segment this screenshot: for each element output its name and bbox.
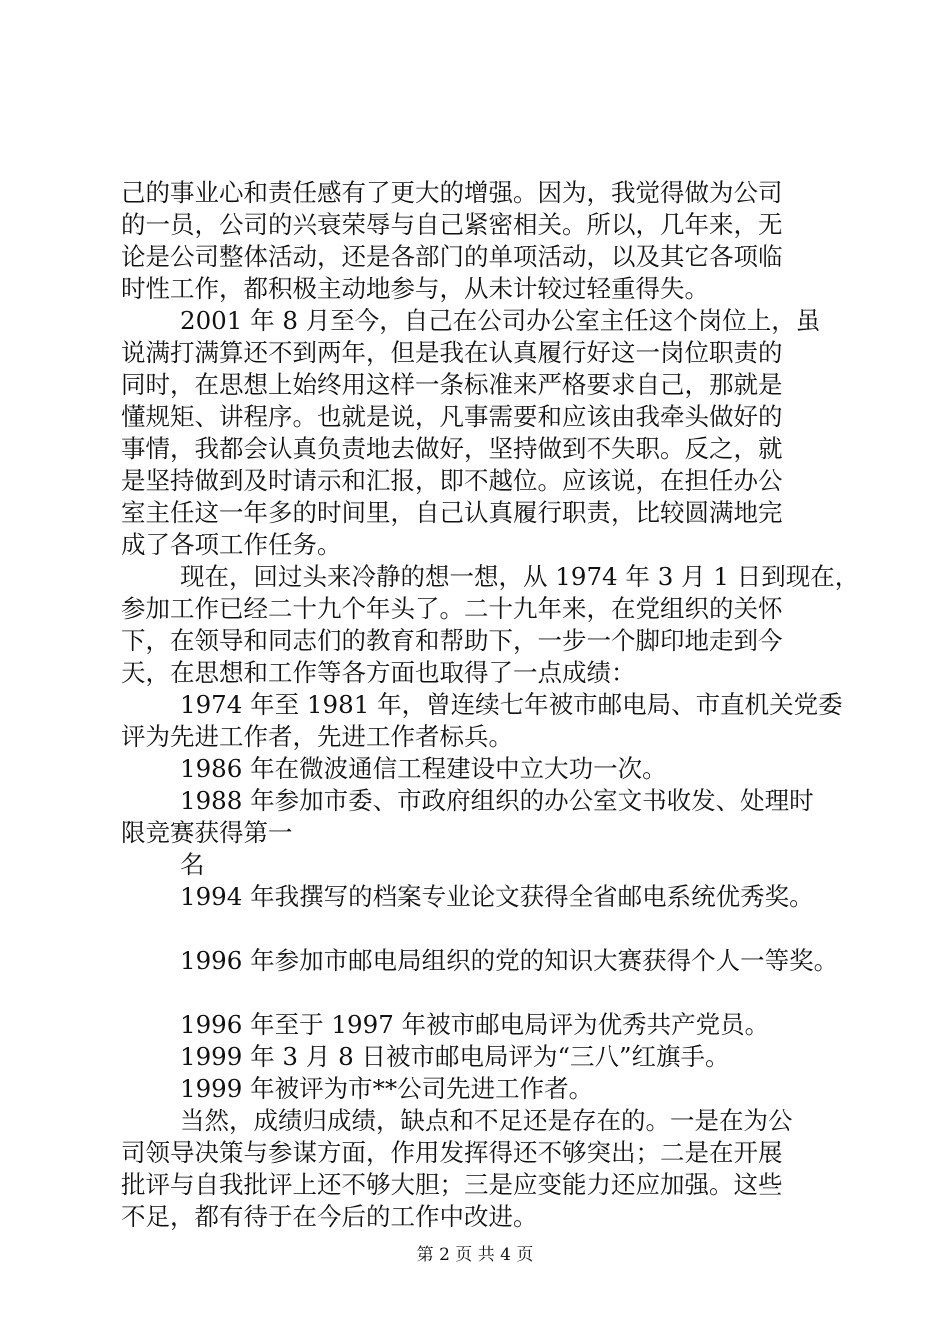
text-line: 司领导决策与参谋方面，作用发挥得还不够突出；二是在开展 [121, 1138, 783, 1167]
text-line: 1986 年在微波通信工程建设中立大功一次。 [180, 754, 667, 783]
text-line: 1996 年参加市邮电局组织的党的知识大赛获得个人一等奖。 [180, 946, 839, 975]
text-line: 室主任这一年多的时间里，自己认真履行职责，比较圆满地完 [121, 498, 783, 527]
text-line: 时性工作，都积极主动地参与，从未计较过轻重得失。 [121, 274, 709, 303]
text-line: 当然，成绩归成绩，缺点和不足还是存在的。一是在为公 [180, 1106, 793, 1135]
text-line: 的一员，公司的兴衰荣辱与自己紧密相关。所以，几年来，无 [121, 210, 783, 239]
text-line: 1994 年我撰写的档案专业论文获得全省邮电系统优秀奖。 [180, 882, 814, 911]
text-line: 评为先进工作者，先进工作者标兵。 [121, 722, 513, 751]
text-line: 批评与自我批评上还不够大胆；三是应变能力还应加强。这些 [121, 1170, 783, 1199]
text-line: 1988 年参加市委、市政府组织的办公室文书收发、处理时 [180, 786, 814, 815]
text-line: 1996 年至于 1997 年被市邮电局评为优秀共产党员。 [180, 1010, 770, 1039]
page-number-footer: 第 2 页 共 4 页 [416, 1245, 534, 1265]
text-line: 现在，回过头来冷静的想一想，从 1974 年 3 月 1 日到现在， [180, 562, 860, 591]
text-line: 1999 年被评为市**公司先进工作者。 [180, 1074, 594, 1103]
text-line: 论是公司整体活动，还是各部门的单项活动，以及其它各项临 [121, 242, 783, 271]
text-line: 限竞赛获得第一 [121, 818, 293, 847]
text-line: 名 [180, 850, 205, 879]
text-line: 是坚持做到及时请示和汇报，即不越位。应该说，在担任办公 [121, 466, 783, 495]
text-line: 己的事业心和责任感有了更大的增强。因为，我觉得做为公司 [121, 178, 783, 207]
text-line: 下，在领导和同志们的教育和帮助下，一步一个脚印地走到今 [121, 626, 783, 655]
text-line: 参加工作已经二十九个年头了。二十九年来，在党组织的关怀 [121, 594, 783, 623]
text-line: 懂规矩、讲程序。也就是说，凡事需要和应该由我牵头做好的 [121, 402, 783, 431]
text-line: 说满打满算还不到两年，但是我在认真履行好这一岗位职责的 [121, 338, 783, 367]
text-line: 同时，在思想上始终用这样一条标准来严格要求自己，那就是 [121, 370, 783, 399]
text-line: 2001 年 8 月至今，自己在公司办公室主任这个岗位上，虽 [180, 306, 821, 335]
text-line: 天，在思想和工作等各方面也取得了一点成绩： [121, 658, 636, 687]
text-line: 不足，都有待于在今后的工作中改进。 [121, 1202, 538, 1231]
text-line: 成了各项工作任务。 [121, 530, 342, 559]
text-line: 1999 年 3 月 8 日被市邮电局评为“三八”红旗手。 [180, 1042, 730, 1071]
text-line: 事情，我都会认真负责地去做好，坚持做到不失职。反之，就 [121, 434, 783, 463]
text-line: 1974 年至 1981 年，曾连续七年被市邮电局、市直机关党委 [180, 690, 843, 719]
